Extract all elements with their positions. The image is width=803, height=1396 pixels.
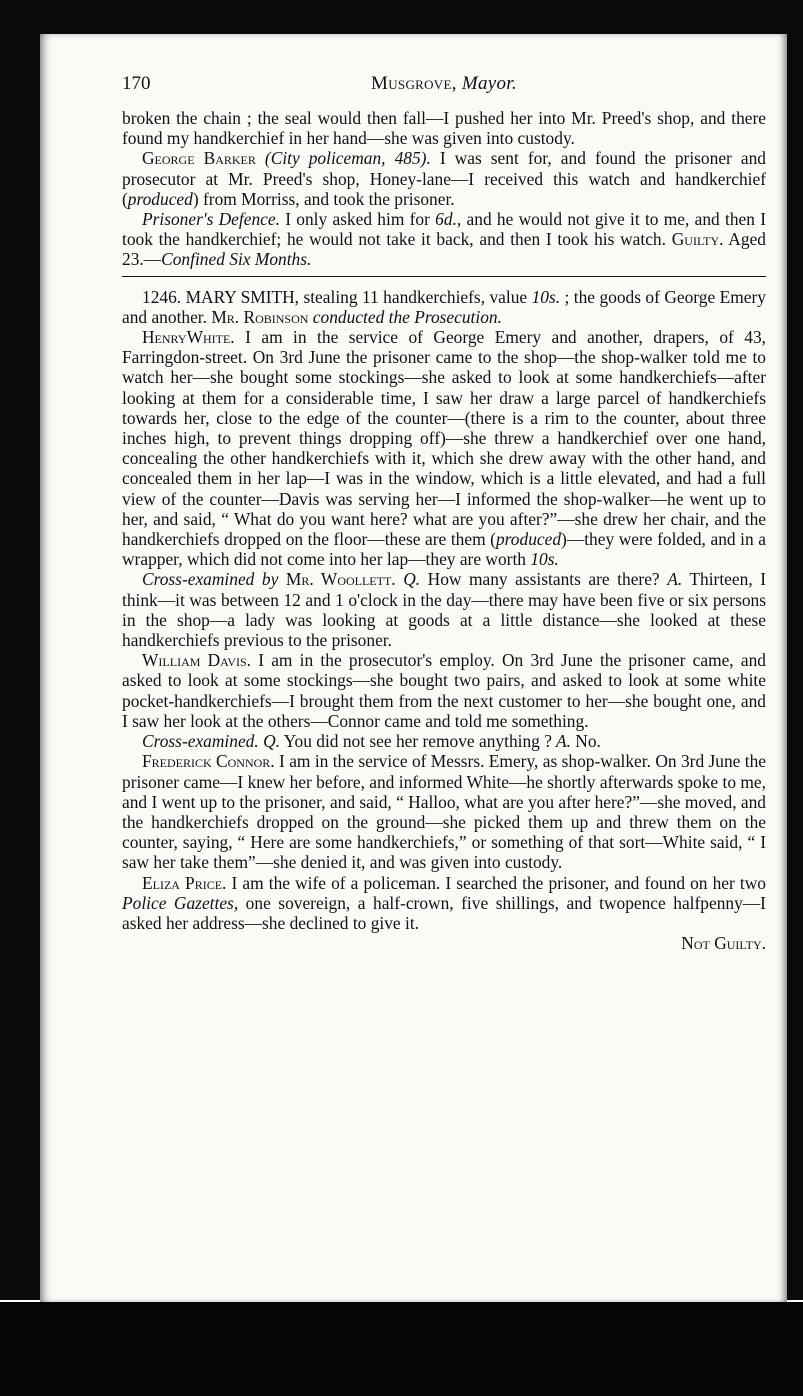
prosecution-counsel: Mr. Robinson <box>211 306 309 327</box>
question-text: You did not see her remove anything ? <box>280 731 552 752</box>
witness-name: HenryWhite. <box>142 327 235 348</box>
cross-label: Cross-examined by <box>142 569 279 590</box>
case2-cross-examination-woollett <box>122 569 766 650</box>
case2-witness-connor <box>122 751 766 872</box>
cross-label: Cross-examined. <box>142 731 259 752</box>
running-title-office: Mayor. <box>461 73 517 94</box>
scan-border-bottom <box>0 1302 803 1396</box>
witness-name: Frederick Connor. <box>142 751 275 772</box>
book-spine-shadow <box>0 0 40 1300</box>
testimony-text: I am in the prosecutor's employ. On 3rd June the prisoner came, and asked to look at some stockings—she bought two pairs, and asked to look at some white pocket-handkerchiefs—I brought them from the next customer to her—she bought one, and I saw her look at the others—Connor came and told me something. <box>122 650 766 731</box>
question-marker: Q. <box>258 731 280 752</box>
defence-amount: 6d. <box>435 209 457 230</box>
answer-marker: A. <box>551 731 571 752</box>
defence-label: Prisoner's Defence. <box>142 209 280 230</box>
testimony-text: ) from Morriss, and took the prisoner. <box>192 188 455 209</box>
case1-age: Aged 23.— <box>122 229 766 270</box>
case2-heading <box>122 287 766 327</box>
running-title <box>122 74 766 94</box>
case2-verdict-line <box>122 933 766 953</box>
testimony-text: I am the wife of a policeman. I searched the prisoner, and found on her two <box>226 872 766 893</box>
question-text: How many assistants are there? <box>420 569 660 590</box>
witness-name: William Davis. <box>142 650 251 671</box>
case1-continuation: broken the chain ; the seal would then fall—I pushed her into Mr. Preed's shop, and there found my handkerchief in her hand—she was given into custody. <box>122 108 766 149</box>
answer-text: No. <box>570 731 601 752</box>
produced-note: produced <box>495 529 562 550</box>
case1-witness-barker <box>122 148 766 209</box>
defendant-name: MARY SMITH, <box>181 286 300 307</box>
counsel-note: conducted the Prosecution. <box>308 306 502 327</box>
witness-name: George Barker <box>142 148 256 169</box>
case1-sentence: Confined Six Months. <box>161 249 312 270</box>
defence-text: I only asked him for <box>279 209 436 230</box>
witness-name: Eliza Price. <box>142 872 227 893</box>
testimony-text: I am in the service of Messrs. Emery, as shop-walker. On 3rd June the prisoner came—I knew her before, and informed White—he shortly afterwards spoke to me, and I went up to the prisoner, and said, “ Halloo, what are you after here?”—she moved, and the handkerchiefs dropped on the ground—she picked them up and threw them on the counter, saying, “ Here are some handkerchiefs,” or something of that sort—White said, “ I saw her take them”—she denied it, and was given into custody. <box>122 751 767 873</box>
case2-witness-davis <box>122 650 766 731</box>
answer-text: Thirteen, I think—it was between 12 and 1 o'clock in the day—there may have been five or six persons in the shop—a lady was looking at goods at a little distance—she looked at these handkerchiefs previous to the prisoner. <box>122 569 766 651</box>
testimony-text: one sovereign, a half-crown, five shillings, and twopence halfpenny—I asked her address—she declined to give it. <box>122 892 766 933</box>
defence-text: , and he would not give it to me, and then I took the handkerchief; he would not take it back, and then I took his watch. <box>122 209 766 250</box>
testimony-text: I am in the service of George Emery and another, drapers, of 43, Farringdon-street. On 3rd June the prisoner came to the shop—the shop-walker told me to watch her—she bought some stockings—she asked to look at some handkerchiefs—after looking at them for a considerable time, I saw her draw a large parcel of handkerchiefs towards her, close to the edge of the counter—(there is a rim to the counter, about three inches high, to prevent things dropping off)—she threw a handkerchief over one hand, concealing the other handkerchiefs with it, which she drew away with the other hand, and concealed them in her lap—I was in the window, which is a little elevated, and had a full view of the counter—Davis was serving her—I informed the shop-walker—he went up to her, and said, “ What do you want here? what are you after?”—she drew her chair, and the handkerchiefs dropped on the floor—these are them ( <box>122 327 766 550</box>
testimony-text: I was sent for, and found the prisoner and prosecutor at Mr. Preed's shop, Honey-lane—I received this watch and handkerchief ( <box>122 148 766 209</box>
case2-witness-white <box>122 327 766 569</box>
witness-role: (City policeman, 485). <box>264 148 431 169</box>
charge-text: stealing 11 handkerchiefs, value <box>299 286 532 307</box>
scan-border-top <box>0 0 803 34</box>
case1-defence <box>122 209 766 270</box>
case2-verdict: Not Guilty. <box>681 933 766 954</box>
case2-cross-examination <box>122 731 766 751</box>
testimony-text: )—they were folded, and in a wrapper, which did not come into her lap—they are worth <box>122 529 767 570</box>
case-number: 1246. <box>142 286 182 307</box>
goods-value: 10s. <box>530 549 559 570</box>
page-number: 170 <box>122 73 151 94</box>
running-head <box>122 70 766 108</box>
charge-value: 10s. <box>531 286 561 307</box>
question-marker: Q. <box>395 569 421 590</box>
charge-text: ; the goods of George Emery and another. <box>122 286 766 327</box>
page-text <box>122 70 766 953</box>
produced-note: produced <box>127 188 193 209</box>
running-title-name: Musgrove, <box>371 73 457 94</box>
defence-counsel: Mr. Woollett. <box>278 569 396 590</box>
case2-witness-price <box>122 873 766 934</box>
answer-marker: A. <box>667 569 683 590</box>
case1-verdict: Guilty. <box>671 229 724 250</box>
scan-border-right <box>787 0 803 1300</box>
publication-title: Police Gazettes, <box>122 892 239 913</box>
case-divider <box>122 276 766 277</box>
